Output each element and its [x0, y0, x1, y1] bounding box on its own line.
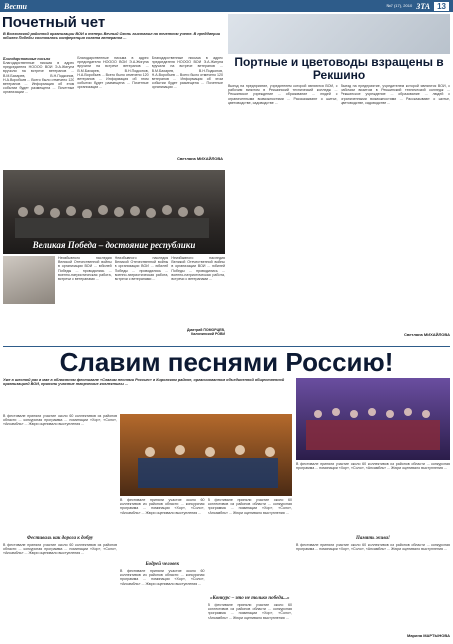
article2-title: Портные и цветоводы взращены в Рекшино: [234, 55, 444, 82]
article4-body-col4b: В фестивале приняли участие около 60 коллективов из районов области ... конкурсная программа ... номинации «Хор», «Соло», «Ансамбль» ... Жюри оценивало выступления ...: [296, 543, 450, 552]
article2-body-col1: Выезд на предприятие, учредителем которой являются ВОИ, с рабочим визитом в Рекшинский технический колледж ... Рекшинское учреждение ... образование ... людей с ограниченными возможностями ... Рассказывают о шитье, цветоводстве, садоводстве ...: [228, 84, 338, 105]
article4-body-col1b: В фестивале приняли участие около 60 коллективов из районов области ... конкурсная программа ... номинации «Хор», «Соло», «Ансамбль» ... Жюри оценивало выступления ...: [3, 543, 117, 556]
stage-photo: [120, 414, 292, 496]
article4-body-col2: В фестивале приняли участие около 60 коллективов из районов области ... конкурсная программа ... номинации «Хор», «Соло», «Ансамбль» ... Жюри оценивало выступления ...: [120, 498, 205, 515]
victory-photo: [3, 170, 225, 254]
article4-signature: Марина МАРТЫНОВА: [406, 633, 450, 638]
victory-photo-caption: Великая Победа – достояние республики: [32, 240, 196, 250]
section-title: Вести: [4, 1, 28, 11]
article1-title: Почетный чет: [2, 14, 106, 31]
article4-subhead1: Фестиваль как дорога к добру: [26, 536, 94, 541]
festival-photo: [296, 378, 450, 460]
article4-subhead4: Память жива!: [355, 536, 390, 541]
article1-body-col3: Благодарственные письма в адрес председателя НОООО ВОИ Э.А.Жигуна вручили на встрече ветеранов ... В.М.Бахарев, В.Н.Подкопов, Н.А.Воробьев ... Всего было отмечено 120 ветеранов ... Информация об этом событии будет размещена ... Почетные организации ...: [151, 56, 223, 90]
article1-columns: [3, 56, 223, 168]
page-header: [0, 0, 453, 12]
issue-info: [386, 2, 449, 11]
article4-lead: Уже в шестой раз в мае в областном фестивале «Славим песнями Россию» в Кировском районе, организованном объединенной общественной организацией ВОИ, приняли участие творческие коллективы ...: [3, 378, 285, 387]
article4-mid-columns: [120, 498, 292, 642]
article1-signature: Светлана МИХАЙЛОВА: [176, 156, 223, 161]
article1-lead: В Волховской районной организации ВОИ и теперь Вечный Огонь выставил на почетном учете. В преддверии юбилея Победы состоялась конференция совета ветеранов ...: [3, 32, 221, 41]
article4-left-column: [3, 414, 117, 642]
article3-body-col3: Неизбывного наследия Великой Отечественной войны в организации ВОИ ... юбилей Победы ... проводились ... военно-патриотическая работа, встречи с ветеранами ...: [171, 256, 226, 282]
article4-body-col3b: В фестивале приняли участие около 60 коллективов из районов области ... конкурсная программа ... номинации «Хор», «Соло», «Ансамбль» ... Жюри оценивало выступления ...: [207, 603, 292, 620]
article1-body-col1: Благодарственные письма в адрес председателя НОООО ВОИ Э.А.Жигуна вручили на встрече ветеранов ... В.М.Бахарев, В.Н.Подкопов, Н.А.Воробьев ... Всего было отмечено 120 ветеранов ... Информация об этом событии будет размещена ... Почетные организации ...: [3, 61, 75, 95]
newspaper-logo: ЗТА: [416, 1, 431, 11]
stage-illustration: [296, 378, 450, 460]
article4-subhead3: «Конкурс – это не только победа...»: [210, 596, 290, 601]
article1-body-col2: Благодарственные письма в адрес председателя НОООО ВОИ Э.А.Жигуна вручили на встрече ветеранов ... В.М.Бахарев, В.Н.Подкопов, Н.А.Воробьев ... Всего было отмечено 120 ветеранов ... Информация об этом событии будет размещена ... Почетные организации ...: [77, 56, 149, 90]
page-number: 13: [434, 2, 449, 11]
article2-photo: [228, 14, 450, 54]
article2-body-col2: Выезд на предприятие, учредителем которой являются ВОИ, с рабочим визитом в Рекшинский технический колледж ... Рекшинское учреждение ... образование ... людей с ограниченными возможностями ... Рассказывают о шитье, цветоводстве, садоводстве ...: [340, 84, 450, 105]
article3-columns: [3, 256, 225, 344]
article4-subhead2: Бодрей человек: [145, 562, 180, 567]
article3-signature: Дмитрий ПОМОРЦЕВ, Калининский РОВИ: [187, 328, 226, 336]
article4-body-col1: В фестивале приняли участие около 60 коллективов из районов области ... конкурсная программа ... номинации «Хор», «Соло», «Ансамбль» ... Жюри оценивало выступления ...: [3, 414, 117, 427]
article2-signature: Светлана МИХАЙЛОВА: [403, 332, 450, 337]
article4-right-column: [296, 462, 450, 642]
issue-number: №7 (17), 2010: [386, 3, 413, 8]
choir-illustration: [120, 414, 292, 496]
article4-body-col2b: В фестивале приняли участие около 60 коллективов из районов области ... конкурсная программа ... номинации «Хор», «Соло», «Ансамбль» ... Жюри оценивало выступления ...: [120, 569, 205, 586]
article4-body-col3: В фестивале приняли участие около 60 коллективов из районов области ... конкурсная программа ... номинации «Хор», «Соло», «Ансамбль» ... Жюри оценивало выступления ...: [207, 498, 292, 515]
article3-photo: [3, 256, 55, 304]
article4-title: Славим песнями Россию!: [59, 347, 394, 377]
article3-body-col1: Неизбывного наследия Великой Отечественной войны в организации ВОИ ... юбилей Победы ... проводились ... военно-патриотическая работа, встречи с ветеранами ...: [58, 256, 112, 282]
article2-columns: [228, 84, 450, 344]
article1-subhead: Благодарственные письма: [3, 56, 51, 61]
article3-body-col2: Неизбывного наследия Великой Отечественной войны в организации ВОИ ... юбилей Победы ... проводились ... военно-патриотическая работа, встречи с ветеранами ...: [114, 256, 169, 282]
article4-body-col4: В фестивале приняли участие около 60 коллективов из районов области ... конкурсная программа ... номинации «Хор», «Соло», «Ансамбль» ... Жюри оценивало выступления ...: [296, 462, 450, 471]
